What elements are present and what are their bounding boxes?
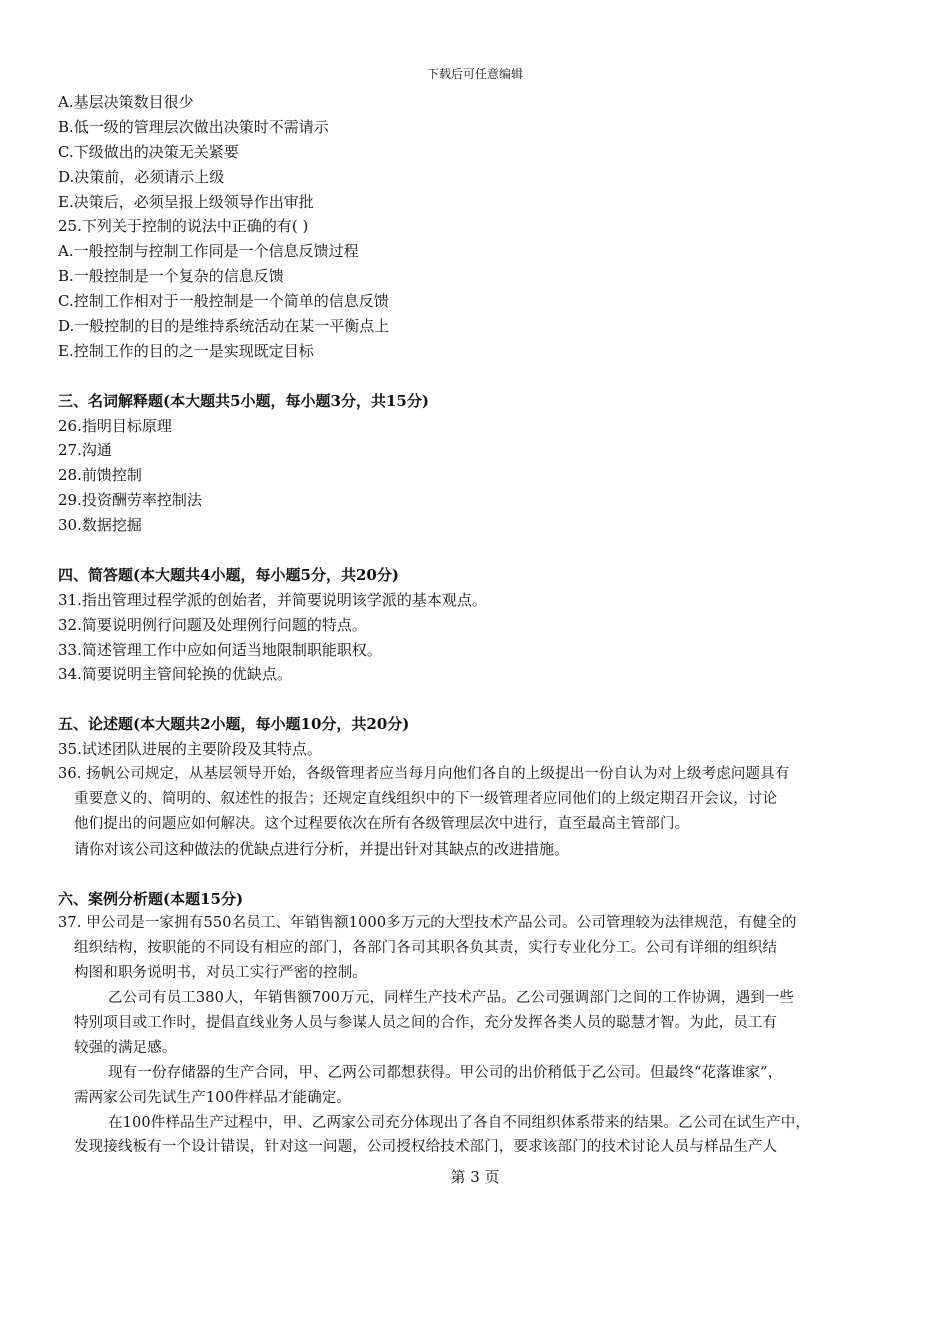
question-37-line-4: 乙公司有员工380人，年销售额700万元，同样生产技术产品。乙公司强调部门之间的工作协调，遇到一些 bbox=[108, 990, 795, 1007]
question-36-line-2: 重要意义的、简明的、叙述性的报告；还规定直线组织中的下一级管理者应同他们的上级定期召开会议，讨论 bbox=[74, 790, 778, 807]
question-29: 29.投资酬劳率控制法 bbox=[58, 491, 202, 510]
page-number: 第 3 页 bbox=[450, 1168, 500, 1186]
question-30: 30.数据挖掘 bbox=[58, 516, 142, 535]
question-25-option-e: E.控制工作的目的之一是实现既定目标 bbox=[58, 341, 314, 360]
question-25-option-b: B.一般控制是一个复杂的信息反馈 bbox=[58, 267, 284, 286]
section-4-heading: 四、简答题(本大题共4小题，每小题5分，共20分) bbox=[58, 565, 399, 584]
option-e: E.决策后，必须呈报上级领导作出审批 bbox=[58, 192, 314, 211]
option-a: A.基层决策数目很少 bbox=[58, 93, 194, 111]
spacer bbox=[58, 538, 893, 563]
page-header: 下载后可任意编辑 bbox=[426, 67, 523, 81]
question-36-line-1: 36. 扬帆公司规定，从基层领导开始，各级管理者应当每月向他们各自的上级提出一份自认为对上级考虑问题具有 bbox=[58, 766, 790, 783]
question-37-line-6: 较强的满足感。 bbox=[74, 1039, 177, 1056]
question-37-line-10: 发现接线板有一个设计错误，针对这一问题，公司授权给技术部门，要求该部门的技术讨论人员与样品生产人 bbox=[74, 1139, 778, 1156]
question-36-line-3: 他们提出的问题应如何解决。这个过程要依次在所有各级管理层次中进行，直至最高主管部门。 bbox=[74, 815, 690, 832]
question-37-line-7: 现有一份存储器的生产合同，甲、乙两公司都想获得。甲公司的出价稍低于乙公司。但最终“花落谁家”， bbox=[108, 1064, 783, 1081]
section-3-heading: 三、名词解释题(本大题共5小题，每小题3分，共15分) bbox=[58, 391, 429, 410]
question-33: 33.简述管理工作中应如何适当地限制职能职权。 bbox=[58, 640, 382, 659]
section-5-heading: 五、论述题(本大题共2小题，每小题10分，共20分) bbox=[58, 715, 410, 734]
question-26: 26.指明目标原理 bbox=[58, 416, 172, 435]
spacer bbox=[58, 687, 893, 712]
question-37-line-3: 构图和职务说明书，对员工实行严密的控制。 bbox=[74, 965, 367, 982]
question-28: 28.前馈控制 bbox=[58, 466, 142, 485]
question-25-option-d: D.一般控制的目的是维持系统活动在某一平衡点上 bbox=[58, 317, 390, 336]
question-37-line-8: 需两家公司先试生产100件样品才能确定。 bbox=[74, 1089, 352, 1106]
question-34: 34.简要说明主管间轮换的优缺点。 bbox=[58, 665, 292, 684]
option-c: C.下级做出的决策无关紧要 bbox=[58, 142, 239, 161]
page-content bbox=[58, 90, 893, 1160]
question-27: 27.沟通 bbox=[58, 441, 112, 460]
question-35: 35.试述团队进展的主要阶段及其特点。 bbox=[58, 740, 322, 759]
section-6-heading: 六、案例分析题(本题15分) bbox=[58, 889, 244, 908]
question-37-line-1: 37. 甲公司是一家拥有550名员工、年销售额1000多万元的大型技术产品公司。公司管理较为法律规范，有健全的 bbox=[58, 915, 797, 932]
question-25: 25.下列关于控制的说法中正确的有( ) bbox=[58, 217, 309, 236]
question-37-line-5: 特别项目或工作时，提倡直线业务人员与参谋人员之间的合作，充分发挥各类人员的聪慧才智。为此，员工有 bbox=[74, 1014, 778, 1031]
spacer bbox=[58, 862, 893, 887]
question-37-line-9: 在100件样品生产过程中，甲、乙两家公司充分体现出了各自不同组织体系带来的结果。乙公司在试生产中， bbox=[108, 1114, 811, 1131]
spacer bbox=[58, 364, 893, 389]
question-37-line-2: 组织结构，按职能的不同设有相应的部门，各部门各司其职各负其责，实行专业化分工。公司有详细的组织结 bbox=[74, 940, 778, 957]
question-25-option-a: A.一般控制与控制工作同是一个信息反馈过程 bbox=[58, 242, 359, 261]
question-36-line-4: 请你对该公司这种做法的优缺点进行分析，并提出针对其缺点的改进措施。 bbox=[74, 839, 570, 858]
question-25-option-c: C.控制工作相对于一般控制是一个简单的信息反馈 bbox=[58, 292, 389, 311]
question-32: 32.简要说明例行问题及处理例行问题的特点。 bbox=[58, 615, 367, 634]
question-31: 31.指出管理过程学派的创始者，并简要说明该学派的基本观点。 bbox=[58, 590, 487, 609]
option-b: B.低一级的管理层次做出决策时不需请示 bbox=[58, 117, 329, 136]
option-d: D.决策前，必须请示上级 bbox=[58, 167, 225, 186]
